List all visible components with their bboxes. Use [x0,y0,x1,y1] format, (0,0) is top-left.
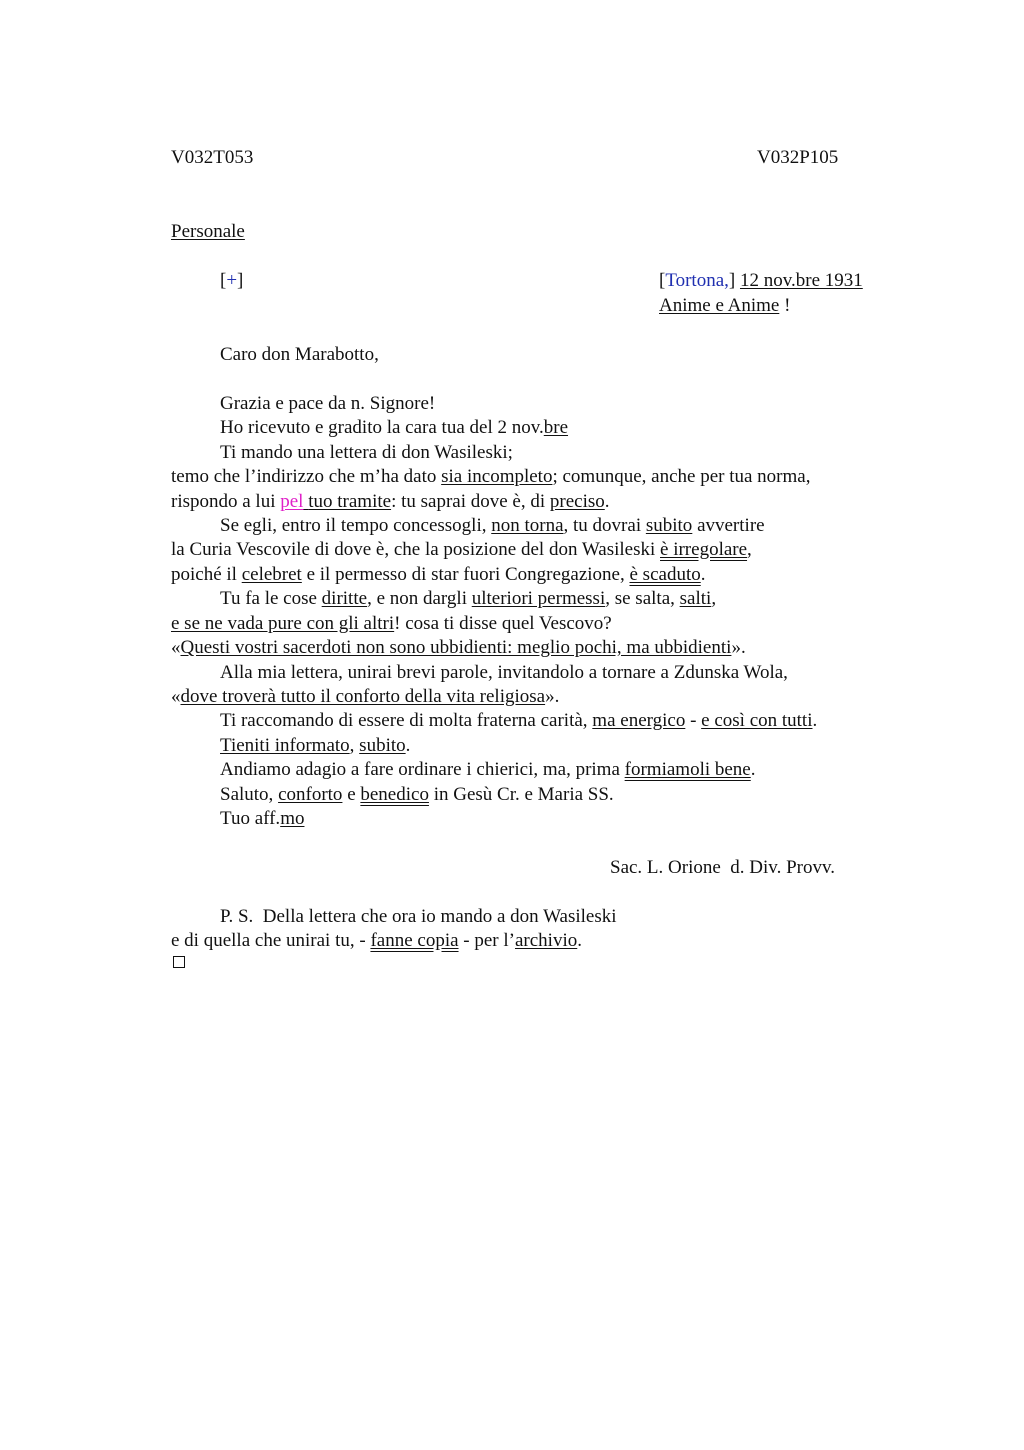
personale-label: Personale [171,221,245,242]
letter-line-18: Tuo aff.mo [220,808,305,829]
letter-line-2: Ho ricevuto e gradito la cara tua del 2 nov.bre [220,417,569,438]
cross-mark: [+] [220,270,244,291]
letter-line-14: Ti raccomando di essere di molta fraterna carità, ma energico - e così con tutti. [220,710,818,731]
letter-line-12: Alla mia lettera, unirai brevi parole, invitandolo a tornare a Zdunska Wola, [220,662,788,683]
postscript-line-1: P. S. Della lettera che ora io mando a don Wasileski [220,906,617,927]
letter-line-15: Tieniti informato, subito. [220,735,411,756]
letter-line-6: Se egli, entro il tempo concessogli, non torna, tu dovrai subito avvertire [220,515,765,536]
signature: Sac. L. Orione d. Div. Provv. [610,857,835,878]
letter-line-4: temo che l’indirizzo che m’ha dato sia incompleto; comunque, anche per tua norma, [171,466,811,487]
letter-line-13: «dove troverà tutto il conforto della vita religiosa». [171,686,560,707]
letter-line-11: «Questi vostri sacerdoti non sono ubbidienti: meglio pochi, ma ubbidienti». [171,637,746,658]
letter-line-16: Andiamo adagio a fare ordinare i chierici, ma, prima formiamoli bene. [220,759,756,780]
motto: Anime e Anime ! [659,295,791,316]
end-box-icon [173,956,185,968]
salutation: Caro don Marabotto, [220,344,379,365]
place-date: [Tortona,] 12 nov.bre 1931 [659,270,863,291]
letter-line-9: Tu fa le cose diritte, e non dargli ulteriori permessi, se salta, salti, [220,588,717,609]
letter-line-10: e se ne vada pure con gli altri! cosa ti disse quel Vescovo? [171,613,612,634]
letter-line-1: Grazia e pace da n. Signore! [220,393,436,414]
header-left-code: V032T053 [171,147,254,168]
letter-line-8: poiché il celebret e il permesso di star fuori Congregazione, è scaduto. [171,564,706,585]
letter-line-7: la Curia Vescovile di dove è, che la posizione del don Wasileski è irregolare, [171,539,752,560]
letter-line-5: rispondo a lui pel tuo tramite: tu saprai dove è, di preciso. [171,491,610,512]
letter-line-17: Saluto, conforto e benedico in Gesù Cr. e Maria SS. [220,784,614,805]
postscript-line-2: e di quella che unirai tu, - fanne copia - per l’archivio. [171,930,582,951]
letter-line-3: Ti mando una lettera di don Wasileski; [220,442,513,463]
header-right-code: V032P105 [757,147,839,168]
